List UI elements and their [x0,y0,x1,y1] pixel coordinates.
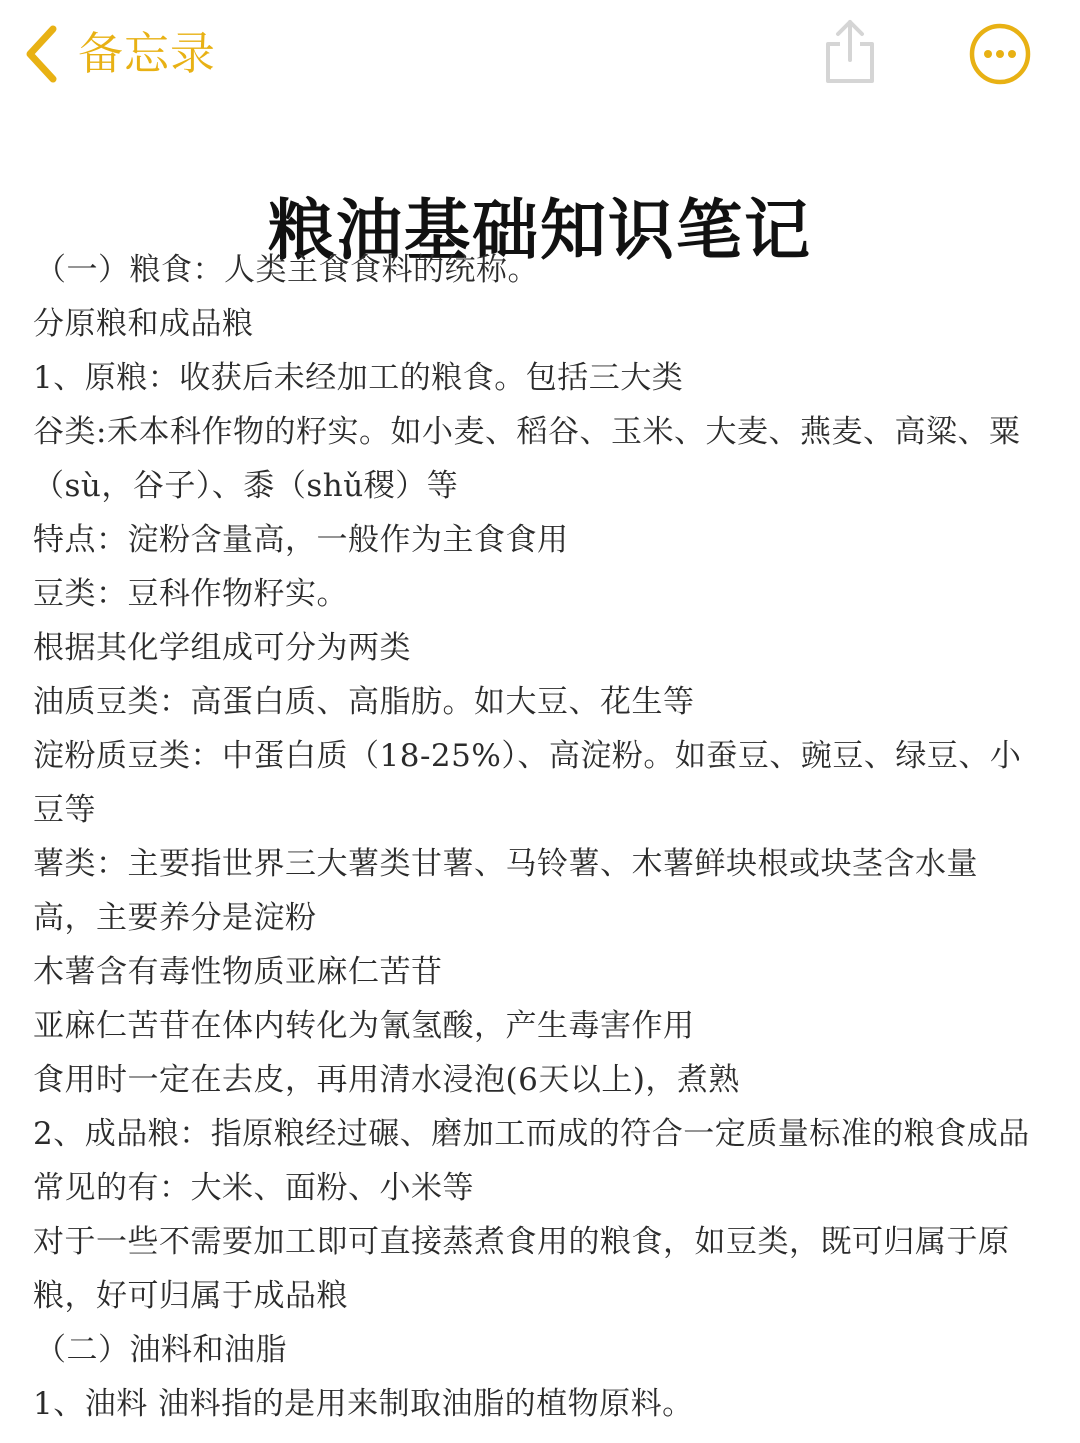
note-line: 薯类：主要指世界三大薯类甘薯、马铃薯、木薯鲜块根或块茎含水量 [33,846,978,882]
note-line: 2、成品粮：指原粮经过碾、磨加工而成的符合一定质量标准的粮食成品 [33,1116,1030,1152]
more-button[interactable] [968,22,1032,86]
more-icon [968,22,1032,86]
note-line: 食用时一定在去皮，再用清水浸泡(6天以上)，煮熟 [33,1062,740,1098]
note-line: 常见的有：大米、面粉、小米等 [33,1170,474,1206]
note-line: 特点：淀粉含量高，一般作为主食食用 [33,522,569,558]
share-button[interactable] [820,16,880,88]
note-line: 木薯含有毒性物质亚麻仁苦苷 [33,954,443,990]
note-line: 对于一些不需要加工即可直接蒸煮食用的粮食，如豆类，既可归属于原 [33,1224,1010,1260]
back-button[interactable] [22,22,216,86]
note-line: 分原粮和成品粮 [33,306,254,342]
note-line: （一）粮食：人类主食食料的统称。 [35,252,539,288]
note-line: 谷类:禾本科作物的籽实。如小麦、稻谷、玉米、大麦、燕麦、高粱、粟 [33,414,1021,450]
note-line: 1、原粮：收获后未经加工的粮食。包括三大类 [33,360,684,396]
note-line: 根据其化学组成可分为两类 [33,630,411,666]
note-title: 粮油基础知识笔记 [268,192,812,270]
note-line: 淀粉质豆类：中蛋白质（18-25%）、高淀粉。如蚕豆、豌豆、绿豆、小 [33,738,1022,774]
note-line: 粮，好可归属于成品粮 [33,1278,348,1314]
chevron-left-icon [22,24,60,84]
note-body [33,243,1048,1431]
navigation-bar [0,0,1080,110]
note-line: 豆类：豆科作物籽实。 [33,576,348,612]
note-line: （二）油料和油脂 [35,1332,287,1368]
note-line: 高，主要养分是淀粉 [33,900,317,936]
note-line: 豆等 [33,792,96,828]
note-line: 1、油料 油料指的是用来制取油脂的植物原料。 [33,1386,694,1422]
back-label[interactable]: 备忘录 [78,27,217,80]
note-line: 亚麻仁苦苷在体内转化为氰氢酸，产生毒害作用 [33,1008,695,1044]
note-line: （sù，谷子）、黍（shǔ稷）等 [33,468,459,504]
share-icon [820,16,880,88]
note-line: 油质豆类：高蛋白质、高脂肪。如大豆、花生等 [33,684,695,720]
